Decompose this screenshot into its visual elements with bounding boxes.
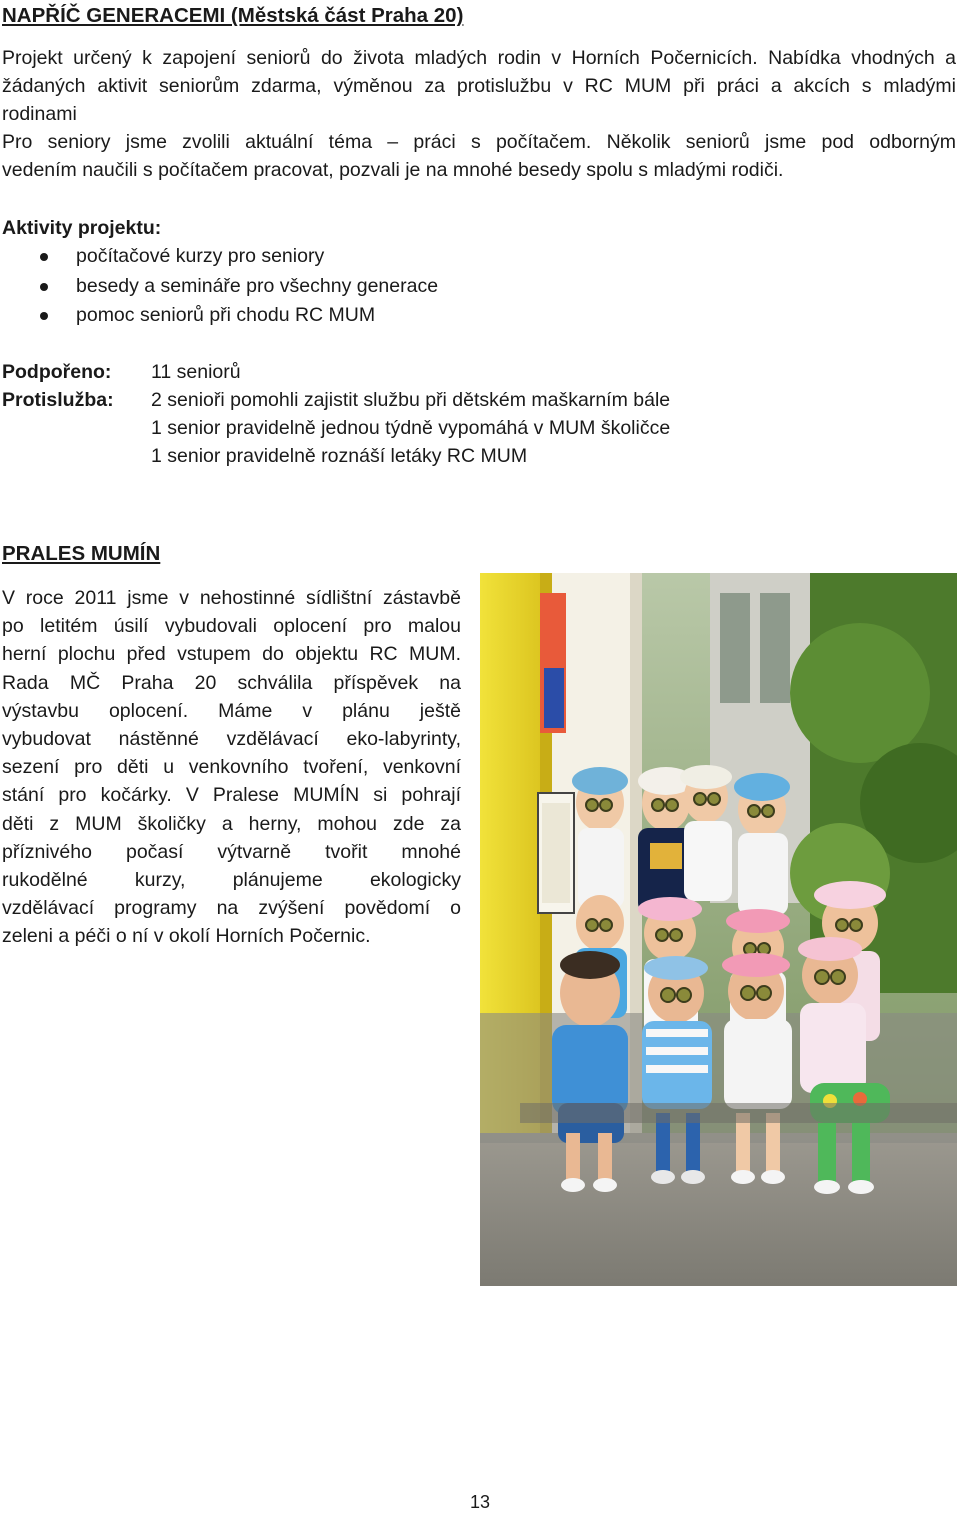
supported-value: 11 seniorů	[151, 361, 241, 383]
service-label: Protislužba:	[2, 389, 114, 411]
activity-text: počítačové kurzy pro seniory	[76, 245, 325, 267]
intro-line: vedením naučili s počítačem pracovat, pozvali je na mnohé besedy spolu s mladými rodiči.	[2, 159, 784, 181]
children-photo	[480, 573, 957, 1286]
photo-illustration	[480, 573, 957, 1286]
bullet-icon	[40, 253, 48, 261]
service-item: 1 senior pravidelně jednou týdně vypomáhá v MUM školičce	[151, 417, 671, 439]
section-title-generations: NAPŘÍČ GENERACEMI (Městská část Praha 20)	[2, 4, 464, 27]
service-item: 1 senior pravidelně roznáší letáky RC MUM	[151, 445, 528, 467]
prales-line: sezení pro děti u venkovního tvoření, venkovní	[2, 756, 461, 779]
activities-heading: Aktivity projektu:	[2, 217, 162, 239]
list-item	[0, 301, 438, 331]
supported-label: Podpořeno:	[2, 361, 112, 383]
prales-line: zeleni a péči o ní v okolí Horních Počernic.	[2, 925, 371, 948]
prales-line: rukodělné kurzy, plánujeme ekologicky	[2, 869, 461, 892]
prales-line: vzdělávací programy na zvýšení povědomí o	[2, 897, 461, 920]
activity-text: pomoc seniorů při chodu RC MUM	[76, 304, 376, 326]
prales-line: V roce 2011 jsme v nehostinné sídlištní zástavbě	[2, 587, 461, 609]
service-row	[2, 386, 670, 414]
section-title-prales: PRALES MUMÍN	[2, 542, 161, 565]
bullet-icon	[40, 312, 48, 320]
intro-line: žádaných aktivit seniorům zdarma, výměnou za protislužbu v RC MUM při práci a akcích s mladými	[2, 75, 956, 97]
activity-text: besedy a semináře pro všechny generace	[76, 274, 439, 297]
prales-paragraph	[2, 584, 461, 951]
activities-list	[0, 242, 438, 331]
prales-line: příznivého počasí výtvarně tvořit mnohé	[2, 840, 461, 863]
prales-line: vybudovat nástěnné vzdělávací eko-labyrinty,	[2, 728, 461, 751]
intro-paragraph	[2, 44, 956, 184]
intro-line: Pro seniory jsme zvolili aktuální téma – práci s počítačem. Několik seniorů jsme pod odborným	[2, 131, 956, 153]
prales-line: herní plochu před vstupem do objektu RC MUM.	[2, 643, 461, 666]
prales-line: výstavbu oplocení. Máme v plánu ještě	[2, 699, 461, 722]
project-summary	[2, 358, 670, 470]
supported-row	[2, 358, 670, 386]
prales-line: Rada MČ Praha 20 schválila příspěvek na	[2, 671, 461, 694]
service-item: 2 senioři pomohli zajistit službu při dětském maškarním bále	[151, 389, 671, 411]
page-number: 13	[469, 1492, 491, 1512]
list-item	[0, 272, 438, 302]
intro-line: Projekt určený k zapojení seniorů do života mladých rodin v Horních Počernicích. Nabídka vhodných a	[2, 47, 956, 69]
service-row	[2, 442, 670, 470]
list-item	[0, 242, 438, 272]
service-row	[2, 414, 670, 442]
bullet-icon	[40, 283, 48, 291]
prales-line: po letitém úsilí vybudovali oplocení pro malou	[2, 615, 461, 638]
prales-line: stání pro kočárky. V Pralese MUMÍN si pohrají	[2, 784, 461, 807]
intro-line: rodinami	[2, 103, 77, 125]
prales-line: děti z MUM školičky a herny, mohou zde za	[2, 812, 461, 835]
